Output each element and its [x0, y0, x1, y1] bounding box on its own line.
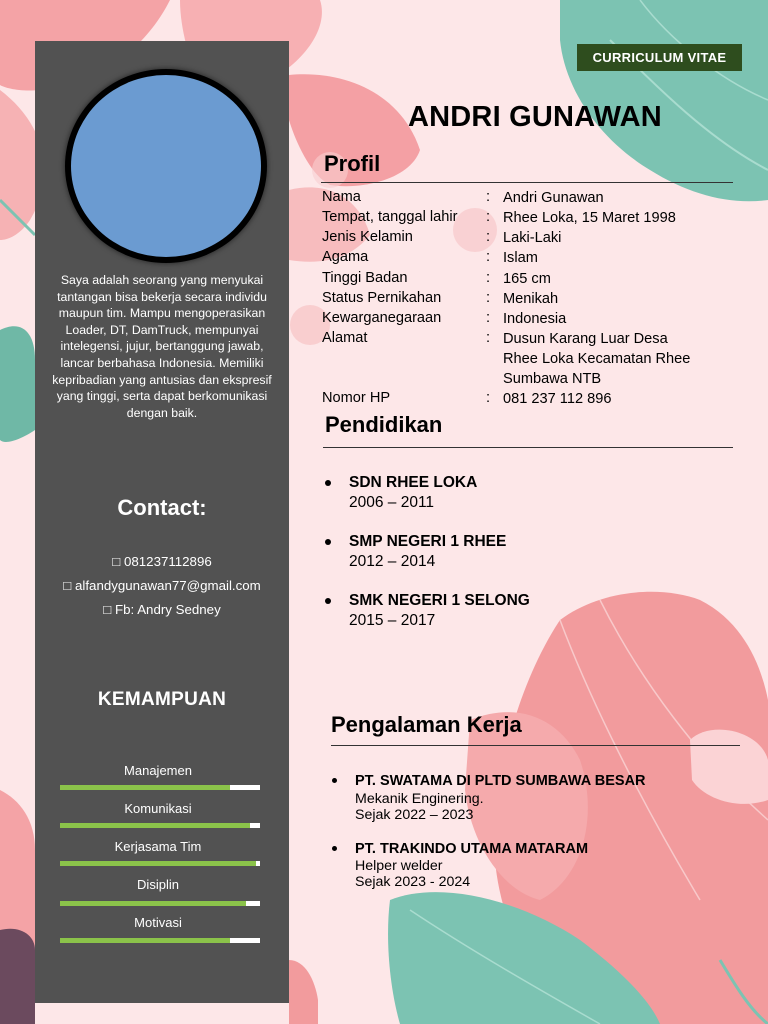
bullet-icon	[332, 846, 337, 851]
profile-value: Andri Gunawan	[503, 190, 604, 206]
contact-email[interactable]	[35, 578, 289, 593]
profile-value-address	[503, 329, 690, 389]
profile-colon: :	[486, 310, 491, 326]
profile-colon: :	[486, 290, 491, 306]
bullet-icon	[325, 598, 331, 604]
profile-value: 081 237 112 896	[503, 391, 612, 407]
section-divider	[321, 182, 733, 183]
address-line: Rhee Loka Kecamatan Rhee	[503, 351, 691, 367]
profile-value: Rhee Loka, 15 Maret 1998	[503, 210, 676, 226]
skill-label: Motivasi	[134, 915, 182, 930]
profile-value: Laki-Laki	[503, 230, 562, 246]
profile-label: Status Pernikahan	[322, 290, 442, 306]
email-icon: □	[63, 578, 72, 593]
skill-label: Disiplin	[137, 877, 179, 892]
job-role: Mekanik Enginering.	[355, 791, 484, 807]
profile-value: 165 cm	[503, 271, 551, 287]
skill-label: Komunikasi	[124, 801, 192, 816]
contact-facebook[interactable]	[35, 602, 289, 617]
skill-label: Kerjasama Tim	[114, 839, 202, 854]
section-divider	[331, 745, 740, 746]
contact-phone[interactable]	[35, 554, 289, 569]
education-school: SMK NEGERI 1 SELONG	[349, 592, 530, 609]
skill-label: Manajemen	[124, 763, 192, 778]
education-school: SDN RHEE LOKA	[349, 474, 478, 491]
skill-bar	[60, 901, 260, 906]
profile-value: Indonesia	[503, 311, 567, 327]
bullet-icon	[325, 539, 331, 545]
profile-label: Tempat, tanggal lahir	[322, 209, 458, 225]
phone-icon: □	[112, 554, 121, 569]
profile-label: Kewarganegaraan	[322, 310, 442, 326]
skill-bar	[60, 861, 260, 866]
skill-bar-fill	[60, 901, 246, 906]
profile-label: Alamat	[322, 330, 368, 346]
skill-bar-fill	[60, 823, 250, 828]
profile-label: Agama	[322, 249, 369, 265]
profile-label: Tinggi Badan	[322, 270, 408, 286]
profile-label: Nama	[322, 189, 361, 205]
profile-colon: :	[486, 270, 491, 286]
bullet-icon	[325, 480, 331, 486]
education-years: 2012 – 2014	[349, 553, 436, 570]
contact-email-text: alfandygunawan77@gmail.com	[75, 578, 261, 593]
job-period: Sejak 2022 – 2023	[355, 807, 474, 823]
section-title-profil: Profil	[324, 151, 381, 176]
profile-colon: :	[486, 249, 491, 265]
about-text: Saya adalah seorang yang menyukai tantangan bisa bekerja secara individu maupun tim. Mampu mengoperasikan Loader, DT, DamTruck, mempunyai intelegensi, jujur, bertanggung jawab, lancar berbahasa Indonesia. Memiliki kepribadian yang antusias dan ekspresif yang tinggi, serta dapat berkomunikasi dengan baik.	[52, 273, 272, 420]
education-years: 2015 – 2017	[349, 612, 436, 629]
sidebar	[35, 41, 289, 1003]
profile-colon: :	[486, 229, 491, 245]
skills-title: KEMAMPUAN	[97, 689, 227, 710]
education-years: 2006 – 2011	[349, 494, 435, 511]
section-divider	[323, 447, 733, 448]
facebook-icon: □	[103, 602, 112, 617]
profile-photo	[65, 69, 267, 263]
profile-value: Islam	[503, 250, 538, 266]
job-role: Helper welder	[355, 858, 443, 874]
education-school: SMP NEGERI 1 RHEE	[349, 533, 507, 550]
bullet-icon	[332, 778, 337, 783]
job-company: PT. TRAKINDO UTAMA MATARAM	[355, 841, 589, 857]
job-period: Sejak 2023 - 2024	[355, 874, 471, 890]
skill-bar	[60, 938, 260, 943]
skill-bar	[60, 785, 260, 790]
profile-colon: :	[486, 390, 491, 406]
profile-colon: :	[486, 330, 491, 346]
skill-bar-fill	[60, 861, 256, 866]
section-title-pengalaman: Pengalaman Kerja	[331, 712, 522, 737]
profile-label: Jenis Kelamin	[322, 229, 413, 245]
job-company: PT. SWATAMA DI PLTD SUMBAWA BESAR	[355, 773, 646, 789]
profile-colon: :	[486, 209, 491, 225]
profile-colon: :	[486, 189, 491, 205]
skill-bar-fill	[60, 938, 230, 943]
contact-phone-text: 081237112896	[123, 554, 212, 569]
address-line: Dusun Karang Luar Desa	[503, 331, 668, 347]
profile-value: Menikah	[503, 291, 559, 307]
section-title-pendidikan: Pendidikan	[325, 412, 443, 437]
person-name: ANDRI GUNAWAN	[408, 101, 662, 133]
contact-title: Contact:	[117, 495, 207, 520]
skill-bar-fill	[60, 785, 230, 790]
skill-bar	[60, 823, 260, 828]
address-line: Sumbawa NTB	[503, 371, 602, 387]
cv-badge: CURRICULUM VITAE	[577, 44, 742, 71]
profile-label: Nomor HP	[322, 390, 391, 406]
contact-facebook-text: Fb: Andry Sedney	[115, 602, 221, 617]
